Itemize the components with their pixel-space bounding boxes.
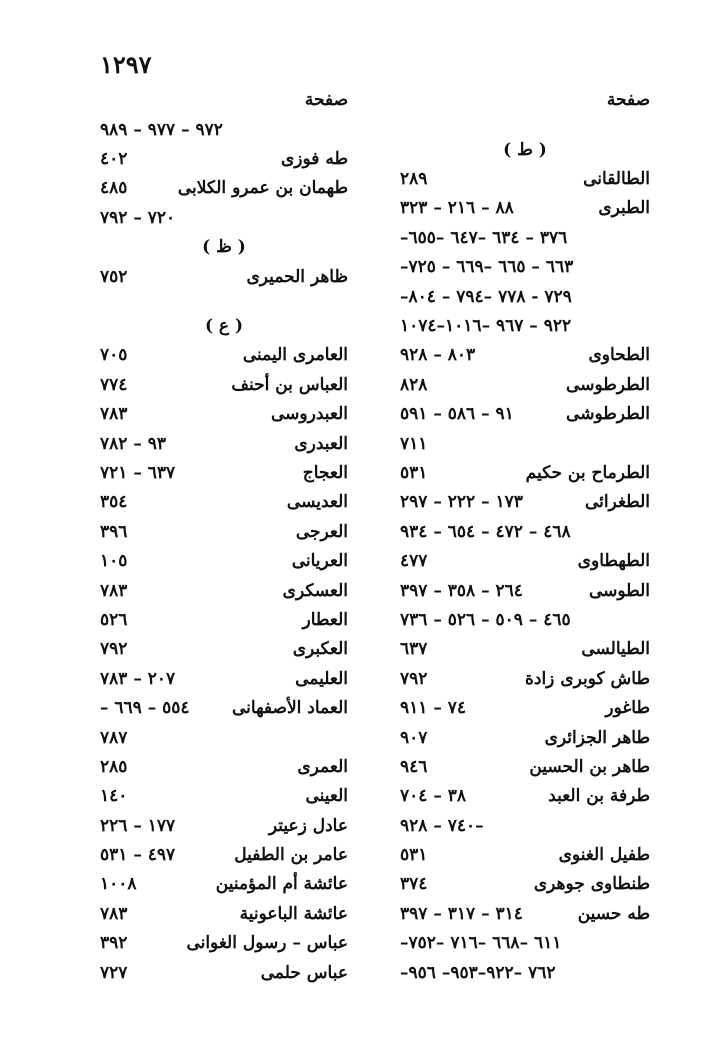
- entry-name: العريانى: [291, 551, 348, 572]
- entry-pages: ٣١٤ – ٣١٧ – ٣٩٧: [400, 903, 523, 924]
- entry-pages: ٨٢٨: [400, 374, 428, 395]
- index-entry: [100, 341, 348, 370]
- index-entry: [400, 752, 650, 781]
- entry-pages: ٨٨ – ٢١٦ – ٣٢٣: [400, 198, 514, 219]
- entry-name: الطيالسى: [581, 639, 650, 660]
- entry-pages: ٦١١ –٦٦٨ –٧١٦ –٧٥٢–: [400, 933, 562, 954]
- index-entry: [100, 811, 348, 840]
- entry-pages: ٤٦٨ – ٤٧٢ – ٦٥٤ – ٩٣٤: [400, 521, 571, 542]
- entry-continuation: [400, 223, 650, 252]
- entry-name: العكبرى: [292, 639, 348, 660]
- entry-pages: ٢٦٤ – ٣٥٨ – ٣٩٧: [400, 580, 523, 601]
- entry-pages: ٧٩٢: [100, 639, 128, 660]
- entry-continuation: [100, 203, 348, 232]
- entry-name: العسكرى: [282, 580, 348, 601]
- entry-pages: ٧٨٧: [100, 727, 128, 748]
- index-entry: [400, 870, 650, 899]
- entry-pages: ٦٦٣ – ٦٦٥ –٦٦٩ – ٧٢٥–: [400, 257, 574, 278]
- entry-name: عامر بن الطفيل: [234, 845, 348, 866]
- entry-pages: ١٠٥: [100, 551, 128, 572]
- entry-name: الطرطوشى: [566, 404, 650, 425]
- entry-name: العامرى اليمنى: [242, 345, 348, 366]
- index-entry: [100, 144, 348, 173]
- entry-name: الطرماح بن حكيم: [525, 462, 650, 483]
- entry-pages: ٧٧٤: [100, 374, 128, 395]
- index-entry: [100, 929, 348, 958]
- entry-name: الطرطوسى: [566, 374, 650, 395]
- index-entry: [400, 341, 650, 370]
- entry-pages: ١٧٣ – ٢٢٢ – ٢٩٧: [400, 492, 523, 513]
- entry-pages: ٩٣ – ٧٨٢: [100, 433, 167, 454]
- entry-name: العبدرى: [294, 433, 348, 454]
- entry-name: ظاهر الحميرى: [246, 266, 348, 287]
- entry-pages: ٣٧٤: [400, 874, 428, 895]
- entry-pages: ١٧٧ – ٢٢٦: [100, 815, 176, 836]
- entry-pages: ٧٩٢: [400, 668, 428, 689]
- entry-continuation: [400, 253, 650, 282]
- entry-pages: ٣٨ – ٧٠٤: [400, 786, 467, 807]
- entry-name: طه فوزى: [281, 149, 348, 170]
- index-entry: [400, 458, 650, 487]
- entry-pages: ٧٨٣: [100, 903, 128, 924]
- entry-continuation: [400, 429, 650, 458]
- section-letter: ( ظ ): [202, 237, 246, 258]
- entry-pages: ٧٢٩ - ٧٧٨ –٧٩٤ – ٨٠٤–: [400, 286, 572, 307]
- entry-name: طاهر بن الحسين: [529, 756, 650, 777]
- index-entry: [100, 782, 348, 811]
- entry-pages: ٤٩٧ – ٥٣١: [100, 845, 176, 866]
- entry-pages: ٥٣١: [400, 462, 428, 483]
- entry-pages: ٣٩٢: [100, 933, 128, 954]
- index-entry: [400, 164, 650, 193]
- index-entry: [100, 899, 348, 928]
- index-entry: [400, 782, 650, 811]
- entry-name: طاش كوبرى زادة: [524, 668, 650, 689]
- entry-pages: ٨٠٣ – ٩٢٨: [400, 345, 476, 366]
- entry-pages: ٥٥٤ – ٦٦٩ –: [100, 698, 190, 719]
- entry-pages: ٧٢٧: [100, 962, 128, 983]
- section-letter: ( ع ): [204, 316, 244, 337]
- entry-pages: ٧٨٣: [100, 580, 128, 601]
- index-entry: [100, 400, 348, 429]
- entry-pages: ٩٠٧: [400, 727, 428, 748]
- entry-name: عادل زعيتر: [268, 815, 348, 836]
- entry-name: طفيل الغنوى: [558, 845, 650, 866]
- index-entry: [400, 400, 650, 429]
- entry-name: طرفة بن العبد: [548, 786, 650, 807]
- column-header: صفحة: [304, 90, 348, 110]
- entry-name: عباس حلمى: [260, 962, 348, 983]
- entry-pages: –٧٤٠ – ٩٢٨: [400, 815, 484, 836]
- entry-name: العينى: [305, 786, 348, 807]
- index-entry: [400, 370, 650, 399]
- entry-name: العماد الأصفهانى: [232, 698, 348, 719]
- entry-pages: ٧٠٥: [100, 345, 128, 366]
- index-entry: [100, 958, 348, 987]
- entry-name: عائشة الباعونية: [239, 903, 348, 924]
- entry-name: عائشة أم المؤمنين: [215, 874, 348, 895]
- spacer: [400, 115, 650, 135]
- index-entry: [100, 262, 348, 291]
- index-entry: [100, 458, 348, 487]
- index-entry: [400, 635, 650, 664]
- entry-name: العجاج: [302, 462, 348, 483]
- entry-pages: ٧٢٠ – ٧٩٢: [100, 207, 176, 228]
- entry-pages: ٤٧٧: [400, 551, 428, 572]
- entry-pages: ٩٤٦: [400, 756, 428, 777]
- entry-pages: ١٠٠٨: [100, 874, 137, 895]
- entry-pages: ٢٠٧ – ٧٨٣: [100, 668, 176, 689]
- entry-pages: ٣٩٦: [100, 521, 128, 542]
- index-entry: [100, 605, 348, 634]
- entry-pages: ٧٨٣: [100, 404, 128, 425]
- index-entry: [100, 429, 348, 458]
- entry-name: طنطاوى جوهرى: [533, 874, 650, 895]
- index-column-left: [100, 85, 348, 987]
- index-entry: [400, 723, 650, 752]
- entry-name: طاهر الجزائرى: [544, 727, 650, 748]
- entry-name: الطغرائى: [584, 492, 650, 513]
- entry-pages: ٥٣١: [400, 845, 428, 866]
- entry-pages: ٧٦٢ –٩٢٢–٩٥٣– ٩٥٦–: [400, 962, 556, 983]
- entry-name: الطهطاوى: [577, 551, 650, 572]
- entry-pages: ٣٧٦ – ٦٣٤ –٦٤٧ –٦٥٥–: [400, 227, 568, 248]
- index-entry: [100, 517, 348, 546]
- entry-name: الطبرى: [598, 198, 650, 219]
- index-entry: [100, 576, 348, 605]
- entry-continuation: [100, 723, 348, 752]
- entry-name: عباس – رسول الغوانى: [186, 933, 348, 954]
- entry-pages: ١٤٠: [100, 786, 128, 807]
- entry-pages: ٧٥٢: [100, 266, 128, 287]
- entry-continuation: [400, 811, 650, 840]
- entry-continuation: [400, 311, 650, 340]
- entry-name: طاغور: [605, 698, 650, 719]
- index-column-right: [400, 85, 650, 987]
- entry-pages: ٤٠٢: [100, 149, 128, 170]
- entry-pages: ٣٥٤: [100, 492, 128, 513]
- entry-pages: ٦٣٧: [400, 639, 428, 660]
- index-entry: [100, 752, 348, 781]
- entry-pages: ٩١ – ٥٨٦ – ٥٩١: [400, 404, 514, 425]
- entry-name: طهمان بن عمرو الكلابى: [177, 178, 348, 199]
- entry-name: طه حسين: [577, 903, 650, 924]
- entry-name: العطار: [302, 609, 348, 630]
- index-entry: [400, 840, 650, 869]
- entry-continuation: [400, 605, 650, 634]
- index-entry: [100, 693, 348, 722]
- entry-name: العبدروسى: [271, 404, 348, 425]
- entry-name: العديسى: [286, 492, 348, 513]
- index-entry: [400, 693, 650, 722]
- entry-pages: ٩٧٢ – ٩٧٧ – ٩٨٩: [100, 119, 223, 140]
- index-entry: [400, 576, 650, 605]
- index-entry: [100, 174, 348, 203]
- entry-name: الطالقانى: [583, 169, 650, 190]
- entry-pages: ٥٢٦: [100, 609, 128, 630]
- spacer: [100, 291, 348, 311]
- index-entry: [100, 488, 348, 517]
- index-entry: [400, 546, 650, 575]
- index-entry: [400, 899, 650, 928]
- column-header: صفحة: [606, 90, 650, 110]
- entry-pages: ٢٨٥: [100, 756, 128, 777]
- entry-continuation: [400, 958, 650, 987]
- entry-name: العباس بن أحنف: [231, 374, 348, 395]
- entry-pages: ٦٣٧ – ٧٢١: [100, 462, 176, 483]
- entry-name: العمرى: [297, 756, 348, 777]
- entry-name: الطحاوى: [588, 345, 650, 366]
- entry-pages: ٤٦٥ – ٥٠٩ – ٥٢٦ – ٧٣٦: [400, 609, 571, 630]
- entry-name: العرجى: [295, 521, 348, 542]
- entry-continuation: [400, 929, 650, 958]
- entry-pages: ٩٢٢ – ٩٦٧ –١٠١٦–١٠٧٤: [400, 316, 572, 337]
- index-entry: [100, 546, 348, 575]
- index-entry: [100, 840, 348, 869]
- entry-pages: ٧١١: [400, 433, 428, 454]
- index-entry: [100, 870, 348, 899]
- entry-continuation: [400, 517, 650, 546]
- entry-pages: ٤٨٥: [100, 178, 128, 199]
- index-entry: [400, 194, 650, 223]
- section-letter: ( ط ): [503, 139, 547, 160]
- index-entry: [400, 488, 650, 517]
- index-entry: [100, 635, 348, 664]
- index-entry: [400, 664, 650, 693]
- index-entry: [100, 370, 348, 399]
- entry-name: الطوسى: [588, 580, 650, 601]
- entry-continuation: [100, 115, 348, 144]
- entry-pages: ٢٨٩: [400, 169, 428, 190]
- page-number: ١٢٩٧: [100, 50, 152, 79]
- entry-name: العليمى: [295, 668, 348, 689]
- entry-pages: ٧٤ – ٩١١: [400, 698, 467, 719]
- entry-continuation: [400, 282, 650, 311]
- index-entry: [100, 664, 348, 693]
